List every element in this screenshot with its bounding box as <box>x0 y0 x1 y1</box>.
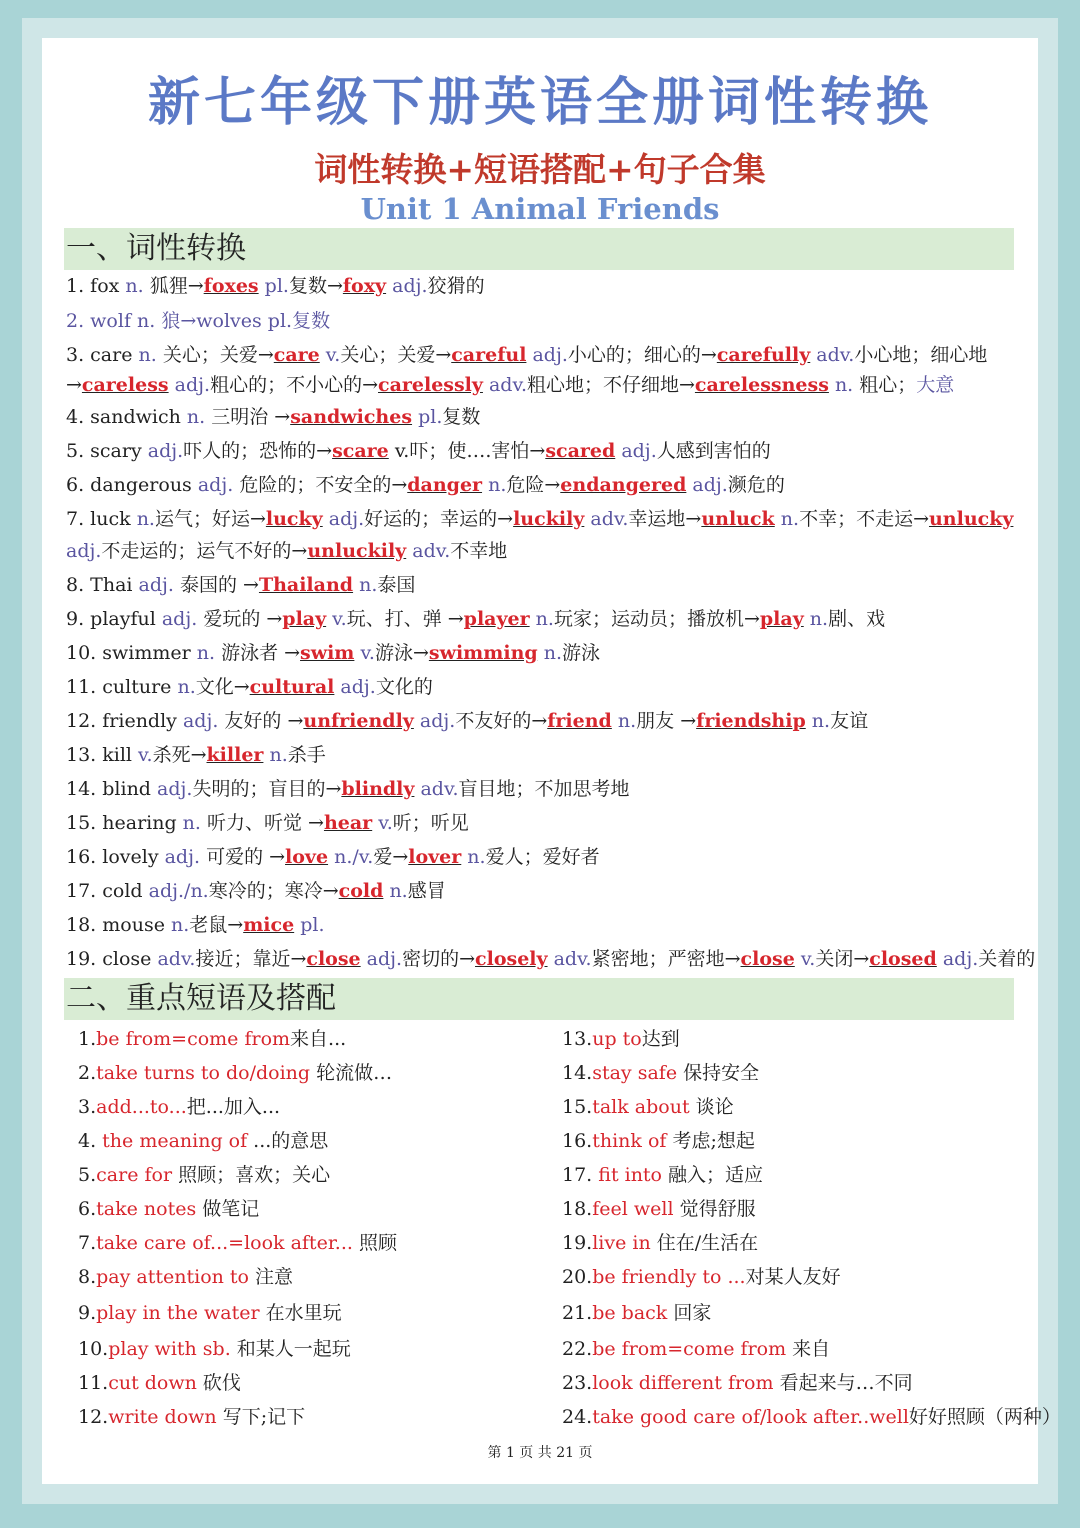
vocab-text: 紧密地；严密地→ <box>591 948 741 970</box>
answer-word: swim <box>300 642 355 664</box>
part-of-speech: adj. <box>322 508 365 530</box>
phrase-english: think of <box>592 1130 667 1152</box>
part-of-speech: adj. <box>164 846 201 868</box>
phrase-item <box>78 1094 280 1120</box>
answer-word: scare <box>332 440 389 462</box>
phrase-chinese: 保持安全 <box>677 1062 760 1084</box>
phrase-english: the meaning of <box>102 1130 248 1152</box>
vocab-text: 听力、听觉 → <box>200 812 324 834</box>
answer-word: hear <box>323 812 373 834</box>
answer-word: sandwiches <box>290 406 413 428</box>
answer-word: luckily <box>513 508 585 530</box>
phrase-chinese: 照顾；喜欢；关心 <box>172 1164 331 1186</box>
phrase-number: 17. <box>562 1164 599 1186</box>
part-of-speech: v. <box>326 608 347 630</box>
part-of-speech: adj. <box>182 710 219 732</box>
vocab-text: 好运的；幸运的→ <box>364 508 514 530</box>
phrase-english: look different from <box>592 1372 774 1394</box>
phrase-chinese: 和某人一起玩 <box>230 1338 351 1360</box>
part-of-speech: v. <box>138 744 153 766</box>
part-of-speech: n. <box>170 914 190 936</box>
vocab-text: 粗心地；不仔细地→ <box>527 374 695 396</box>
phrase-number: 18. <box>562 1198 593 1220</box>
vocab-row <box>66 506 1013 532</box>
vocab-text: 爱→ <box>373 846 409 868</box>
part-of-speech: v. <box>794 948 816 970</box>
vocab-text: 7. luck <box>66 508 137 530</box>
phrase-chinese: 达到 <box>641 1028 680 1050</box>
document-page <box>42 38 1061 1484</box>
phrase-item <box>78 1026 346 1052</box>
part-of-speech: n. <box>774 508 800 530</box>
phrase-english: feel well <box>592 1198 674 1220</box>
vocab-text: 3. care <box>66 344 139 366</box>
answer-word: friendship <box>696 710 806 732</box>
part-of-speech: n. <box>186 406 206 428</box>
phrase-number: 24. <box>562 1406 593 1428</box>
phrase-chinese: 来自... <box>290 1028 347 1050</box>
answer-word: closely <box>475 948 548 970</box>
part-of-speech: adv. <box>810 344 855 366</box>
answer-word: endangered <box>560 474 687 496</box>
answer-word: carelessly <box>378 374 483 396</box>
vocab-text: 粗心的；不小心的→ <box>210 374 378 396</box>
answer-word: lucky <box>265 508 323 530</box>
vocab-row <box>66 946 1035 972</box>
vocab-row <box>66 308 330 334</box>
vocab-text: 18. mouse <box>66 914 171 936</box>
part-of-speech: n. <box>611 710 637 732</box>
vocab-row <box>66 640 600 666</box>
part-of-speech: v. <box>372 812 393 834</box>
phrase-chinese: 谈论 <box>689 1096 734 1118</box>
vocab-text: 听；听见 <box>392 812 469 834</box>
phrase-item <box>78 1230 397 1256</box>
vocab-row <box>66 844 600 870</box>
part-of-speech: adj. <box>138 574 174 596</box>
vocab-row <box>66 538 507 564</box>
section-heading-phrases: 二、重点短语及搭配 <box>64 978 1014 1020</box>
phrase-item <box>562 1300 711 1326</box>
part-of-speech: adj. <box>161 608 198 630</box>
answer-word: foxes <box>203 275 259 297</box>
phrase-chinese: 好好照顾（两种） <box>908 1406 1061 1428</box>
answer-word: carelessness <box>694 374 829 396</box>
part-of-speech: n. <box>125 275 144 297</box>
vocab-text: 友谊 <box>830 710 869 732</box>
vocab-row <box>66 472 785 498</box>
vocab-text: 6. dangerous <box>66 474 198 496</box>
phrase-english: care for <box>96 1164 173 1186</box>
phrase-english: fit into <box>598 1164 663 1186</box>
section-heading-word-forms: 一、词性转换 <box>64 228 1014 270</box>
vocab-text: 泰国 <box>377 574 416 596</box>
answer-word: careful <box>451 344 527 366</box>
part-of-speech: adj. <box>66 540 102 562</box>
phrase-number: 9. <box>78 1302 97 1324</box>
phrase-chinese: 觉得舒服 <box>673 1198 756 1220</box>
answer-word: play <box>759 608 804 630</box>
part-of-speech: adj. <box>615 440 657 462</box>
vocab-row <box>66 912 325 938</box>
phrase-english: up to <box>592 1028 642 1050</box>
part-of-speech: n. <box>196 642 216 664</box>
phrase-chinese: 考虑;想起 <box>666 1130 755 1152</box>
part-of-speech: n. <box>182 812 201 834</box>
vocab-text: 小心地；细心地 <box>854 344 988 366</box>
phrase-chinese: 看起来与…不同 <box>773 1372 913 1394</box>
phrase-english: be friendly to ... <box>592 1266 746 1288</box>
phrase-item <box>78 1162 330 1188</box>
phrase-english: be from=come from <box>592 1338 787 1360</box>
vocab-text: 13. kill <box>66 744 139 766</box>
phrase-number: 12. <box>78 1406 109 1428</box>
phrase-chinese: 砍伐 <box>196 1372 241 1394</box>
part-of-speech: n. <box>383 880 408 902</box>
vocab-text: 友好的 → <box>218 710 304 732</box>
phrase-chinese: 在水里玩 <box>259 1302 342 1324</box>
answer-word: unlucky <box>928 508 1014 530</box>
vocab-text: 关心；关爱→ <box>156 344 274 366</box>
vocab-text: 狡猾的 <box>427 275 485 297</box>
phrase-number: 21. <box>562 1302 593 1324</box>
phrase-item <box>562 1370 913 1396</box>
vocab-text: 不友好的→ <box>455 710 548 732</box>
part-of-speech: n. <box>263 744 288 766</box>
vocab-row <box>66 674 433 700</box>
phrase-number: 2. <box>78 1062 97 1084</box>
phrase-number: 14. <box>562 1062 593 1084</box>
answer-word: love <box>285 846 329 868</box>
vocab-text: 关着的 <box>978 948 1036 970</box>
answer-word: swimming <box>428 642 538 664</box>
phrase-item <box>78 1370 241 1396</box>
vocab-text: 老鼠→ <box>189 914 244 936</box>
phrase-english: take notes <box>96 1198 197 1220</box>
phrase-number: 20. <box>562 1266 593 1288</box>
phrase-english: take turns to do/doing <box>96 1062 311 1084</box>
part-of-speech: n. <box>529 608 554 630</box>
phrase-english: play with sb. <box>108 1338 231 1360</box>
part-of-speech: adv. <box>406 540 451 562</box>
phrase-english: be back <box>592 1302 668 1324</box>
phrase-number: 15. <box>562 1096 593 1118</box>
vocab-text: 关闭→ <box>815 948 870 970</box>
phrase-english: live in <box>592 1232 651 1254</box>
vocab-text: 朋友 → <box>636 710 697 732</box>
vocab-text: 11. culture <box>66 676 178 698</box>
vocab-text: 接近；靠近→ <box>195 948 307 970</box>
vocab-text: 危险的；不安全的→ <box>233 474 408 496</box>
phrase-chinese: 回家 <box>667 1302 712 1324</box>
phrase-number: 3. <box>78 1096 97 1118</box>
part-of-speech: pl. <box>258 275 289 297</box>
answer-word: mice <box>243 914 295 936</box>
phrase-number: 23. <box>562 1372 593 1394</box>
phrase-chinese: 注意 <box>249 1266 294 1288</box>
answer-word: foxy <box>342 275 387 297</box>
answer-word: carefully <box>716 344 811 366</box>
vocab-row <box>66 273 485 299</box>
vocab-row <box>66 742 326 768</box>
answer-word: friend <box>547 710 612 732</box>
part-of-speech: adv. <box>584 508 629 530</box>
answer-word: blindly <box>341 778 415 800</box>
answer-word: unluck <box>701 508 775 530</box>
vocab-text: 危险→ <box>506 474 561 496</box>
vocab-text: 玩、打、弹 → <box>346 608 464 630</box>
phrase-english: pay attention to <box>96 1266 249 1288</box>
vocab-text: 玩家；运动员；播放机→ <box>553 608 760 630</box>
phrase-number: 22. <box>562 1338 593 1360</box>
phrase-item <box>562 1264 841 1290</box>
vocab-text: 吓人的；恐怖的→ <box>183 440 333 462</box>
part-of-speech: 大意 <box>916 374 955 396</box>
phrase-english: cut down <box>108 1372 197 1394</box>
vocab-text: 爱玩的 → <box>197 608 283 630</box>
page-title: 新七年级下册英语全册词性转换 <box>147 73 932 133</box>
phrase-item <box>562 1404 1061 1430</box>
phrase-chinese: 把...加入... <box>186 1096 281 1118</box>
vocab-text: 幸运地→ <box>628 508 702 530</box>
phrase-item <box>562 1196 756 1222</box>
phrase-number: 11. <box>78 1372 109 1394</box>
vocab-text: 5. scary <box>66 440 148 462</box>
page-footer: 第 1 页 共 21 页 <box>487 1445 593 1461</box>
part-of-speech: v. <box>354 642 375 664</box>
vocab-text: 16. lovely <box>66 846 165 868</box>
phrase-chinese: 做笔记 <box>196 1198 260 1220</box>
part-of-speech: adj. <box>334 676 376 698</box>
vocab-text: 粗心； <box>853 374 917 396</box>
phrase-item <box>78 1196 259 1222</box>
vocab-row <box>66 342 987 368</box>
phrase-english: stay safe <box>592 1062 678 1084</box>
phrase-number: 13. <box>562 1028 593 1050</box>
phrase-number: 19. <box>562 1232 593 1254</box>
answer-word: lover <box>408 846 462 868</box>
vocab-row <box>66 810 469 836</box>
vocab-text: 关心；关爱→ <box>340 344 452 366</box>
vocab-text: 杀死→ <box>152 744 207 766</box>
part-of-speech: adj. <box>413 710 456 732</box>
phrase-chinese: 轮流做… <box>310 1062 393 1084</box>
vocab-text: 复数→ <box>288 275 343 297</box>
vocab-text: 小心的；细心的→ <box>567 344 717 366</box>
phrase-chinese: ...的意思 <box>247 1130 329 1152</box>
phrase-item <box>562 1026 680 1052</box>
vocab-text: 狐狸→ <box>143 275 204 297</box>
vocab-text: 文化的 <box>375 676 433 698</box>
vocab-text: 密切的→ <box>402 948 476 970</box>
phrase-chinese: 来自 <box>786 1338 831 1360</box>
page-subtitle: 词性转换+短语搭配+句子合集 <box>314 150 766 189</box>
part-of-speech: adj. <box>168 374 211 396</box>
part-of-speech: adv. <box>482 374 527 396</box>
phrase-item <box>562 1060 759 1086</box>
answer-word: Thailand <box>258 574 354 596</box>
vocab-text: 不走运的；运气不好的→ <box>101 540 308 562</box>
unit-heading: Unit 1 Animal Friends <box>360 192 720 226</box>
answer-word: unfriendly <box>303 710 414 732</box>
part-of-speech: adv. <box>547 948 592 970</box>
phrase-chinese: 照顾 <box>352 1232 397 1254</box>
phrase-item <box>562 1336 830 1362</box>
answer-word: scared <box>545 440 616 462</box>
part-of-speech: adj./n. <box>148 880 209 902</box>
vocab-text: 濒危的 <box>727 474 785 496</box>
vocab-text: 4. sandwich <box>66 406 187 428</box>
phrase-item <box>562 1128 755 1154</box>
phrase-number: 8. <box>78 1266 97 1288</box>
phrase-english: add...to... <box>96 1096 187 1118</box>
phrase-english: be from=come from <box>96 1028 291 1050</box>
vocab-text: 文化→ <box>195 676 250 698</box>
vocab-text: 感冒 <box>407 880 446 902</box>
vocab-row <box>66 572 415 598</box>
vocab-text: 1. fox <box>66 275 126 297</box>
part-of-speech: adj. <box>197 474 234 496</box>
answer-word: play <box>282 608 327 630</box>
part-of-speech: n./v. <box>328 846 374 868</box>
vocab-text: 不幸地 <box>450 540 508 562</box>
answer-word: close <box>306 948 361 970</box>
part-of-speech: n. <box>353 574 378 596</box>
phrase-english: take good care of/look after..well <box>592 1406 909 1428</box>
vocab-row <box>66 878 446 904</box>
vocab-row <box>66 776 630 802</box>
vocab-text: 游泳者 → <box>215 642 301 664</box>
part-of-speech: n. <box>461 846 486 868</box>
vocab-text: 剧、戏 <box>828 608 886 630</box>
part-of-speech: adj. <box>386 275 428 297</box>
answer-word: unluckily <box>307 540 407 562</box>
part-of-speech: pl. <box>418 406 443 428</box>
vocab-text: v.吓；使….害怕→ <box>388 440 546 462</box>
vocab-row <box>66 372 954 398</box>
phrase-item <box>78 1300 342 1326</box>
part-of-speech: adj. <box>360 948 403 970</box>
vocab-text: 9. playful <box>66 608 162 630</box>
phrase-item <box>78 1128 328 1154</box>
part-of-speech: 2. wolf n. 狼→wolves pl.复数 <box>66 310 331 332</box>
vocab-text: 三明治 → <box>205 406 291 428</box>
vocab-text: 游泳→ <box>374 642 429 664</box>
phrase-item <box>78 1060 392 1086</box>
phrase-item <box>78 1336 351 1362</box>
part-of-speech: adj. <box>157 778 193 800</box>
phrase-english: take care of...=look after... <box>96 1232 353 1254</box>
vocab-text: 14. blind <box>66 778 158 800</box>
answer-word: cultural <box>249 676 335 698</box>
phrase-english: play in the water <box>96 1302 260 1324</box>
part-of-speech: adj. <box>526 344 568 366</box>
vocab-text: 19. close <box>66 948 158 970</box>
answer-word: player <box>463 608 530 630</box>
phrase-item <box>78 1264 293 1290</box>
phrase-chinese: 融入；适应 <box>662 1164 764 1186</box>
vocab-text: 寒冷的；寒冷→ <box>208 880 339 902</box>
part-of-speech: n. <box>138 344 157 366</box>
phrase-english: write down <box>108 1406 217 1428</box>
phrase-number: 4. <box>78 1130 103 1152</box>
vocab-text: 游泳 <box>562 642 601 664</box>
part-of-speech: adj. <box>686 474 728 496</box>
answer-word: cold <box>338 880 384 902</box>
phrase-number: 5. <box>78 1164 97 1186</box>
answer-word: care <box>273 344 320 366</box>
answer-word: close <box>740 948 795 970</box>
part-of-speech: n. <box>537 642 563 664</box>
vocab-text: 17. cold <box>66 880 149 902</box>
vocab-row <box>66 404 480 430</box>
phrase-chinese: 住在/生活在 <box>650 1232 759 1254</box>
answer-word: closed <box>869 948 937 970</box>
answer-word: killer <box>206 744 264 766</box>
vocab-text: 运气；好运→ <box>154 508 266 530</box>
part-of-speech: n. <box>803 608 829 630</box>
phrase-number: 6. <box>78 1198 97 1220</box>
part-of-speech: adj. <box>936 948 979 970</box>
answer-word: danger <box>407 474 483 496</box>
part-of-speech: v. <box>319 344 341 366</box>
vocab-text: 8. Thai <box>66 574 139 596</box>
part-of-speech: pl. <box>294 914 325 936</box>
part-of-speech: n. <box>805 710 831 732</box>
vocab-text: 杀手 <box>287 744 326 766</box>
phrase-item <box>562 1230 758 1256</box>
phrase-chinese: 对某人友好 <box>745 1266 841 1288</box>
phrase-item <box>562 1162 763 1188</box>
vocab-text: 失明的；盲目的→ <box>192 778 342 800</box>
vocab-row <box>66 606 885 632</box>
vocab-text: 人感到害怕的 <box>656 440 771 462</box>
vocab-text: 爱人；爱好者 <box>485 846 600 868</box>
phrase-number: 1. <box>78 1028 97 1050</box>
vocab-text: 15. hearing <box>66 812 183 834</box>
part-of-speech: n. <box>136 508 155 530</box>
vocab-text: 不幸；不走运→ <box>799 508 929 530</box>
answer-word: careless <box>81 374 169 396</box>
vocab-row <box>66 438 771 464</box>
vocab-text: 复数 <box>442 406 481 428</box>
vocab-row <box>66 708 868 734</box>
vocab-text: 盲目地；不加思考地 <box>458 778 630 800</box>
phrase-number: 10. <box>78 1338 109 1360</box>
vocab-text: 可爱的 → <box>200 846 286 868</box>
phrase-chinese: 写下;记下 <box>216 1406 306 1428</box>
phrase-item <box>562 1094 734 1120</box>
vocab-text: 泰国的 → <box>173 574 259 596</box>
part-of-speech: n. <box>482 474 507 496</box>
part-of-speech: adj. <box>147 440 184 462</box>
part-of-speech: adv. <box>414 778 459 800</box>
vocab-text: 10. swimmer <box>66 642 197 664</box>
phrase-number: 7. <box>78 1232 97 1254</box>
part-of-speech: n. <box>828 374 854 396</box>
phrase-item <box>78 1404 305 1430</box>
vocab-text: → <box>66 374 82 396</box>
phrase-number: 16. <box>562 1130 593 1152</box>
part-of-speech: adv. <box>157 948 196 970</box>
part-of-speech: n. <box>177 676 196 698</box>
phrase-english: talk about <box>592 1096 690 1118</box>
vocab-text: 12. friendly <box>66 710 183 732</box>
